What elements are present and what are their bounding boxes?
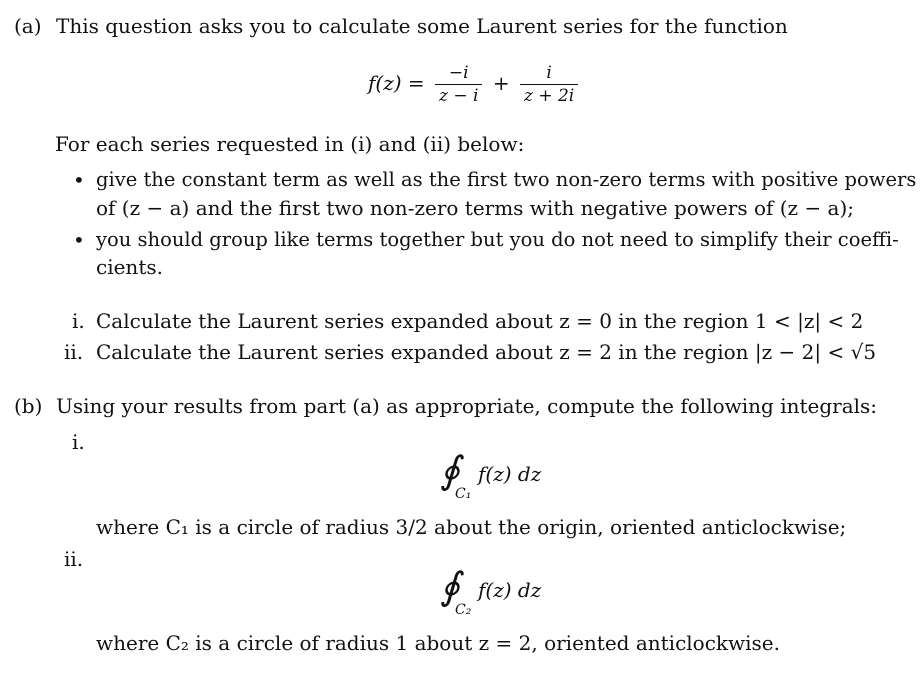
part-b-intro: Using your results from part (a) as appropriate, compute the following integrals: [56, 394, 878, 418]
fraction-1-numerator: −i [435, 62, 482, 85]
integrand-1: f(z) dz [478, 462, 542, 486]
item-b-ii-description: where C₂ is a circle of radius 1 about z = 2, oriented anticlockwise. [96, 631, 780, 655]
integrand-2: f(z) dz [478, 578, 542, 602]
fraction-1-denominator: z − i [439, 86, 479, 106]
formula-lhs: f(z) = [368, 71, 425, 95]
item-a-i-label: i. [72, 309, 85, 333]
contour-integral-icon: ∮ [440, 448, 460, 492]
part-a-label: (a) [14, 14, 42, 38]
item-b-i-label: i. [72, 430, 85, 454]
bullet-dot-2: • [73, 228, 85, 252]
fraction-2-numerator: i [520, 62, 578, 85]
formula-plus: + [492, 71, 510, 95]
fraction-2-denominator: z + 2i [523, 86, 575, 106]
item-b-i-description: where C₁ is a circle of radius 3/2 about the origin, oriented anticlockwise; [96, 515, 847, 539]
function-formula [368, 58, 582, 108]
fraction-1 [435, 62, 482, 107]
bullet-1-line-1: give the constant term as well as the first two non-zero terms with positive powers [96, 168, 917, 191]
item-a-ii-text: Calculate the Laurent series expanded about z = 2 in the region |z − 2| < √5 [96, 340, 877, 364]
bullet-2-line-2: cients. [96, 255, 163, 279]
instructions-intro: For each series requested in (i) and (ii) below: [55, 132, 525, 156]
bullet-1-line-2: of (z − a) and the first two non-zero terms with negative powers of (z − a); [96, 196, 855, 220]
bullet-dot-1: • [73, 168, 85, 192]
part-a-intro: This question asks you to calculate some Laurent series for the function [56, 14, 788, 38]
contour-integral-icon: ∮ [440, 564, 460, 608]
part-b-label: (b) [14, 394, 43, 418]
fraction-2 [520, 62, 578, 107]
item-b-ii-label: ii. [64, 547, 84, 571]
item-a-i-text: Calculate the Laurent series expanded about z = 0 in the region 1 < |z| < 2 [96, 309, 864, 333]
contour-c1-label: C₁ [455, 486, 472, 502]
bullet-2-line-1: you should group like terms together but you do not need to simplify their coeffi- [96, 228, 899, 251]
item-a-ii-label: ii. [64, 340, 84, 364]
contour-c2-label: C₂ [455, 602, 472, 618]
